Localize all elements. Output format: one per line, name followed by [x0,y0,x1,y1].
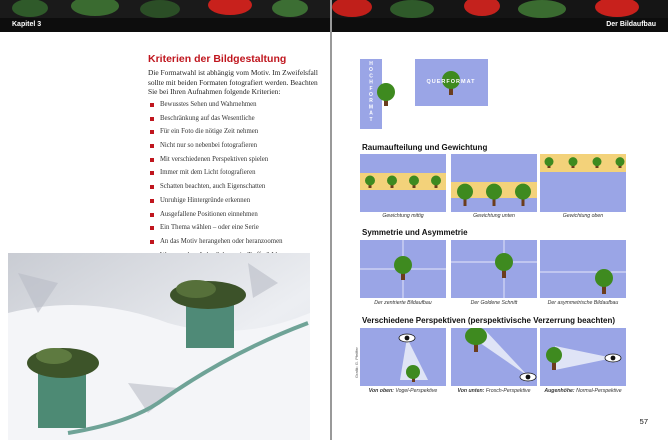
caption-frosch-perspektive: Von unten: Frosch-Perspektive [457,388,531,394]
criteria-item: An das Motiv herangehen oder heranzoomen [150,235,283,249]
format-diagram [360,59,490,131]
intro-paragraph: Die Formatwahl ist abhängig vom Motiv. Im Zweifelsfall sollte mit beiden Formaten fotografiert werden. Beachten Sie bei Ihren Aufnahmen folgende Kriterien: [148,68,318,97]
querformat-label: QUERFORMAT [426,79,476,85]
criteria-item: Immer mit dem Licht fotografieren [150,166,283,180]
criteria-item: Mit verschiedenen Perspektiven spielen [150,153,283,167]
caption-zentriert: Der zentrierte Bildaufbau [374,300,432,306]
criteria-item: Schatten beachten, auch Eigenschatten [150,180,283,194]
caption-asymmetrisch: Der asymmetrische Bildaufbau [547,300,619,306]
criteria-item: Für ein Foto die nötige Zeit nehmen [150,125,283,139]
criteria-item: Ausgefallene Positionen einnehmen [150,208,283,222]
right-page [332,0,668,440]
flower-header-image [0,0,330,18]
criteria-item: Bewusstes Sehen und Wahrnehmen [150,98,283,112]
criteria-item: Ein Thema wählen – oder eine Serie [150,221,283,235]
perspektiven-diagrams [360,328,628,388]
graphic-credit: Grafik: G. Pfeiffer [354,347,359,378]
symmetrie-diagrams [360,240,628,300]
caption-gewichtung-unten: Gewichtung unten [473,213,515,219]
page-number: 57 [639,417,648,426]
criteria-list [150,98,283,262]
caption-normal-perspektive: Augenhöhe: Normal-Perspektive [544,388,622,394]
section-title: Kriterien der Bildgestaltung [148,53,287,65]
raumaufteilung-diagrams [360,154,628,214]
caption-gewichtung-mittig: Gewichtung mittig [382,213,424,219]
criteria-item: Unruhige Hintergründe erkennen [150,194,283,208]
caption-gewichtung-oben: Gewichtung oben [562,213,604,219]
chapter-header: Der Bildaufbau [332,18,668,32]
flower-header-image [332,0,668,18]
chapter-header: Kapitel 3 [0,18,330,32]
left-page [0,0,330,440]
section-title-perspektiven: Verschiedene Perspektiven (perspektivische Verzerrung beachten) [362,316,615,325]
section-title-raumaufteilung: Raumaufteilung und Gewichtung [362,143,488,152]
hochformat-label: H O C H F O R M A T [368,61,374,123]
wall-planters-photo [8,253,310,440]
criteria-item: Beschränkung auf das Wesentliche [150,112,283,126]
caption-vogel-perspektive: Von oben: Vogel-Perspektive [368,388,438,394]
criteria-item: Nicht nur so nebenbei fotografieren [150,139,283,153]
caption-goldener-schnitt: Der Goldene Schnitt [470,300,518,306]
section-title-symmetrie: Symmetrie und Asymmetrie [362,228,468,237]
